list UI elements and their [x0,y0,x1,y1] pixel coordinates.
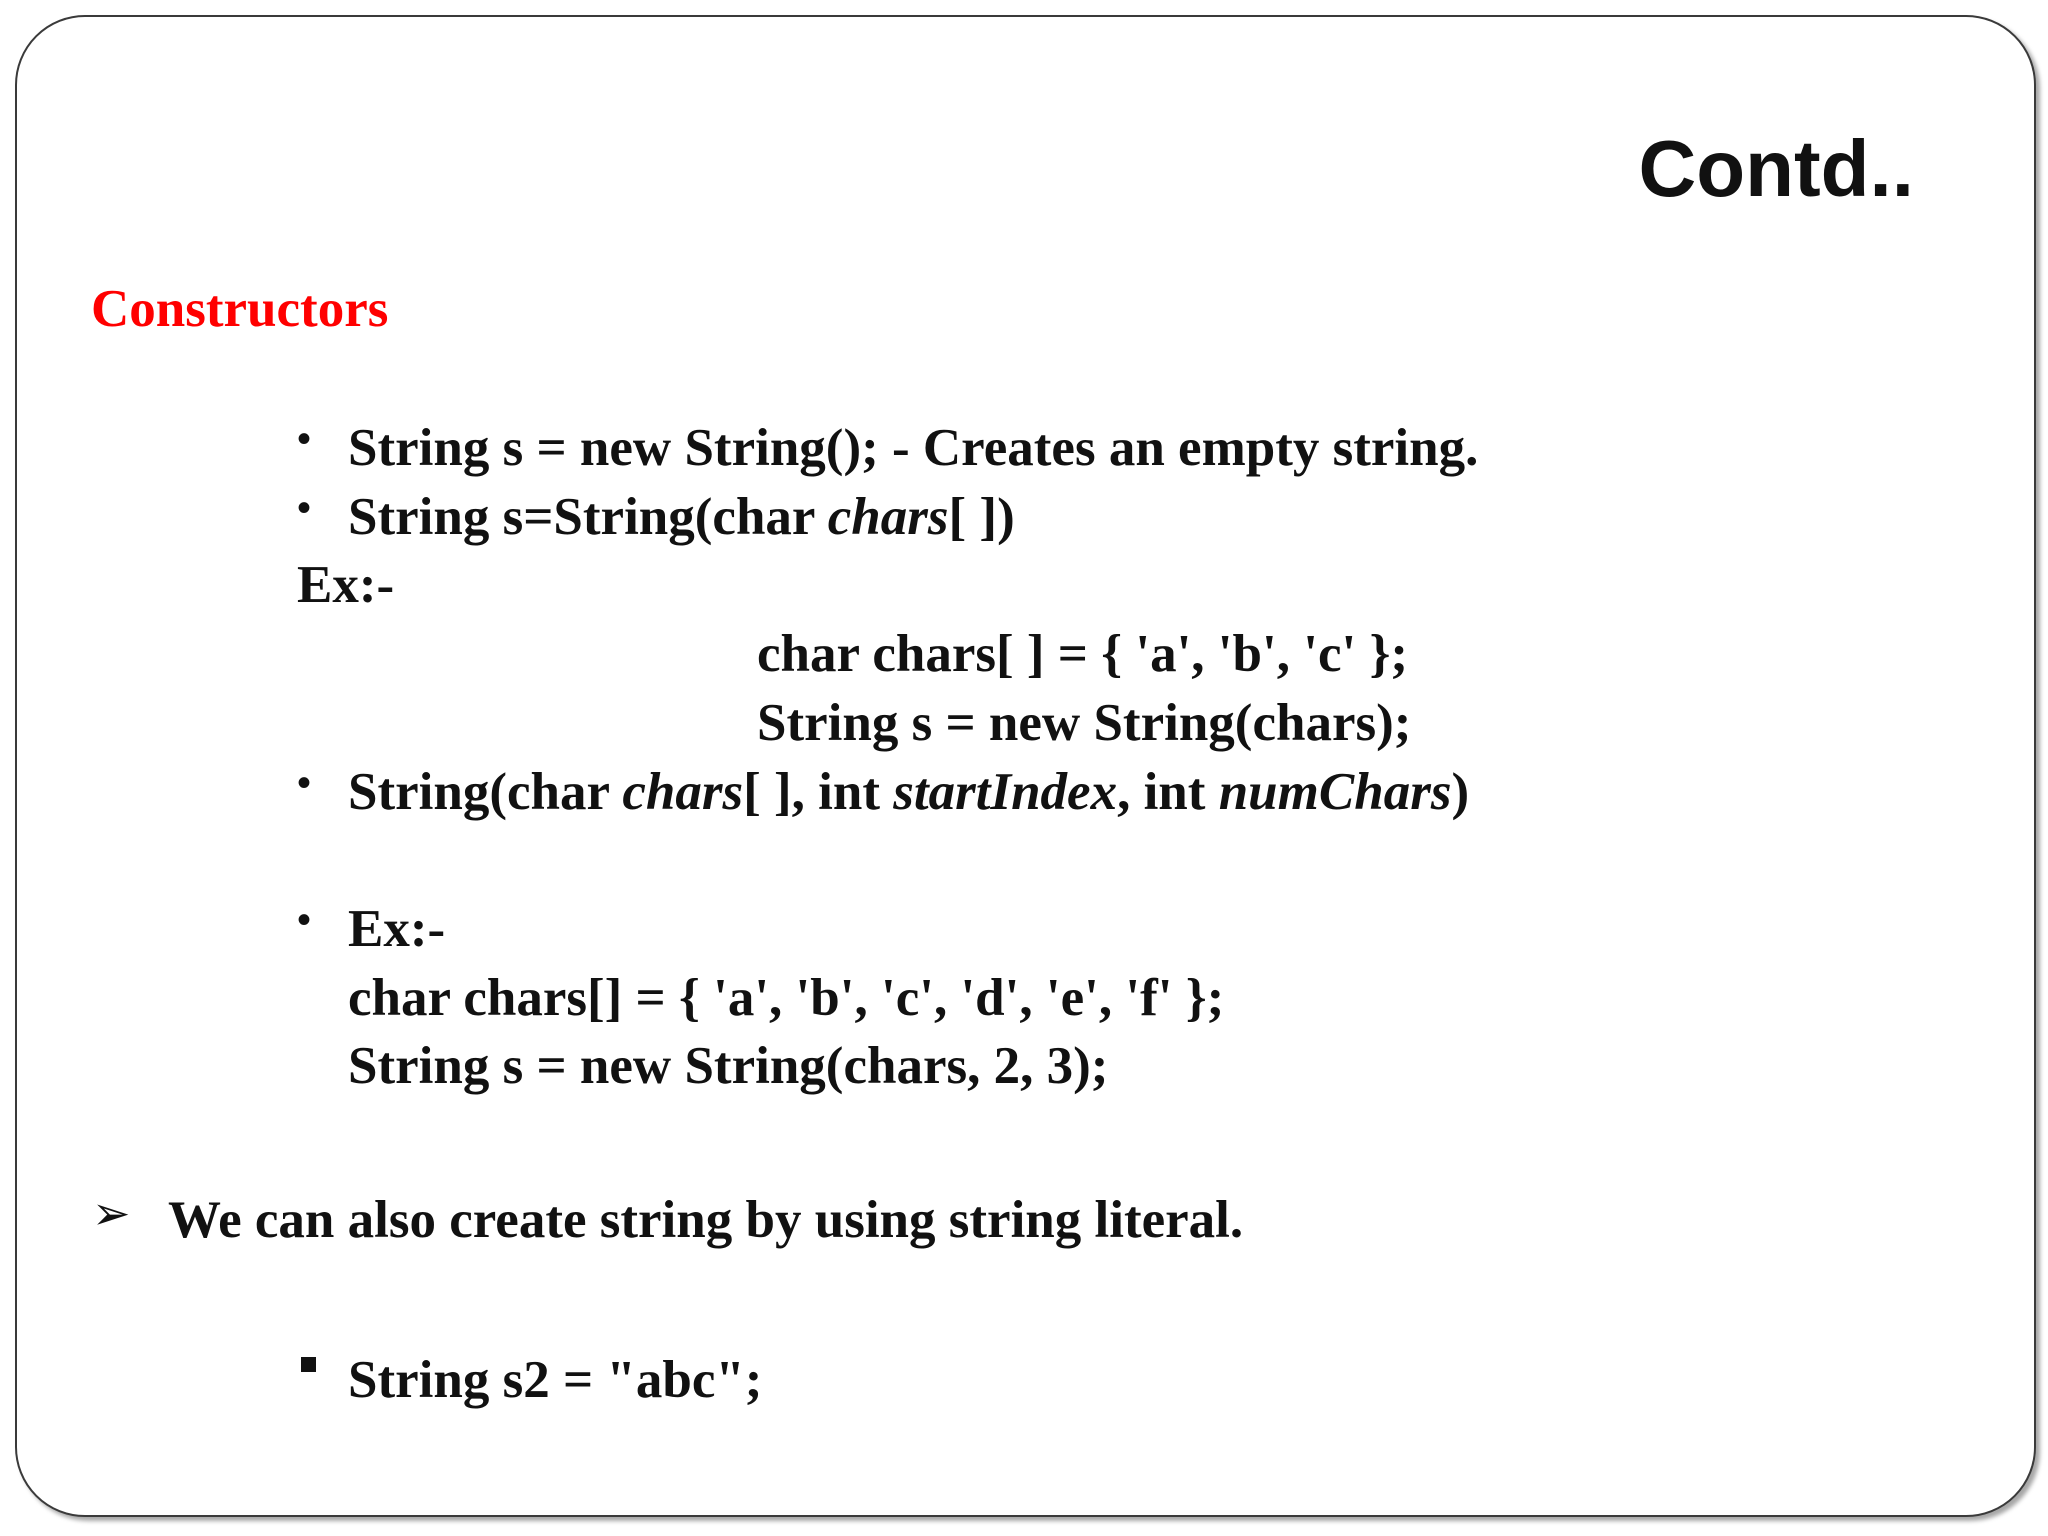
text-segment: [ ], int [743,763,894,821]
text-segment: ) [1451,763,1470,821]
string-literal-example: String s2 = "abc"; [348,1351,763,1409]
slide-title: Contd.. [1638,124,1914,213]
example-code-line: char chars[] = { 'a', 'b', 'c', 'd', 'e', 'f' }; [348,969,1225,1027]
text-segment: String s=String(char [348,488,828,546]
text-segment: [ ]) [948,488,1015,546]
example-code-line: String s = new String(chars); [757,694,1412,752]
bullet-dot-icon: • [297,898,312,942]
italic-param: chars [622,763,744,821]
italic-param: chars [827,488,949,546]
italic-param: numChars [1218,763,1452,821]
example-label: Ex:- [348,900,446,958]
square-bullet-icon [301,1357,316,1372]
string-literal-note: We can also create string by using string literal. [168,1191,1244,1249]
slide-frame [15,15,2036,1517]
bullet-char-array-constructor [348,488,1015,546]
bullet-range-constructor [348,763,1470,821]
example-label: Ex:- [297,556,395,614]
bullet-dot-icon: • [297,486,312,530]
bullet-dot-icon: • [297,761,312,805]
bullet-empty-constructor: String s = new String(); - Creates an empty string. [348,419,1479,477]
arrowhead-bullet-icon: ➢ [92,1186,131,1240]
italic-param: startIndex [893,763,1118,821]
bullet-dot-icon: • [297,417,312,461]
text-segment: , int [1117,763,1219,821]
example-code-line: String s = new String(chars, 2, 3); [348,1037,1109,1095]
example-code-line: char chars[ ] = { 'a', 'b', 'c' }; [757,625,1408,683]
text-segment: String(char [348,763,623,821]
section-heading: Constructors [91,280,389,338]
